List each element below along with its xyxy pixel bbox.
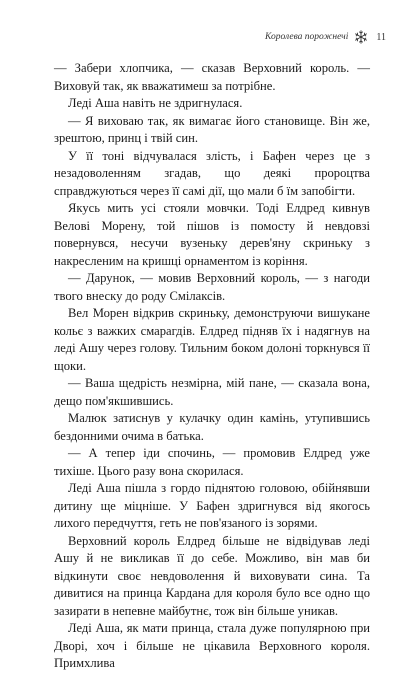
paragraph: — Забери хлопчика, — сказав Верховний король. — Виховуй так, як вважатимеш за потрібне. xyxy=(54,61,370,93)
snowflake-icon xyxy=(354,30,368,44)
paragraph: — Я виховаю так, як вимагає його становище. Він же, зрештою, принц і твій син. xyxy=(54,113,370,145)
body-text xyxy=(54,60,370,673)
paragraph: — Ваша щедрість незмірна, мій пане, — сказала вона, дещо пом'якшившись. xyxy=(54,376,370,408)
paragraph: Верховний король Елдред більше не відвідував леді Ашу й не викликав її до себе. Можливо, він мав би відкинути своє невдоволення й виховувати сина. Та дивитися на принца Кардана для короля було все одно що зазирати в непевне майбутнє, тож він більше уникав. xyxy=(54,533,370,618)
paragraph: Малюк затиснув у кулачку один камінь, утупившись бездонними очима в батька. xyxy=(54,411,370,443)
paragraph: У її тоні відчувалася злість, і Бафен через це з незадоволенням згадав, що деякі пророцтва справджуються через її самі дії, що мали б їм запобігти. xyxy=(54,148,370,198)
paragraph: Леді Аша, як мати принца, стала дуже популярною при Дворі, хоч і більше не цікавила Верховного короля. Примхлива xyxy=(54,621,370,670)
running-head xyxy=(265,30,386,44)
paragraph: Якусь мить усі стояли мовчки. Тоді Елдред кивнув Велові Морену, той пішов із помосту й невдовзі повернувся, несучи вузеньку дерев'яну скриньку з накресленим на кришці орнаментом із коріння. xyxy=(54,201,370,268)
running-head-title: Королева порожнечі xyxy=(265,32,349,42)
paragraph: — Дарунок, — мовив Верховний король, — з нагоди твого внеску до роду Смілаксів. xyxy=(54,271,370,303)
paragraph: Леді Аша навіть не здригнулася. xyxy=(68,96,243,110)
paragraph: Леді Аша пішла з гордо піднятою головою, обійнявши дитину ще міцніше. У Бафен здригнувся від якогось лихого передчуття, геть не пов'язаного із зорями. xyxy=(54,481,370,530)
paragraph: Вел Морен відкрив скриньку, демонструючи вишукане кольє з важких смарагдів. Елдред підняв їх і надягнув на леді Ашу через голову. Тильним боком долоні торкнувся її щоки. xyxy=(54,306,370,373)
page-number: 11 xyxy=(376,31,386,43)
paragraph: — А тепер іди спочинь, — промовив Елдред уже тихіше. Цього разу вона скорилася. xyxy=(54,446,370,478)
